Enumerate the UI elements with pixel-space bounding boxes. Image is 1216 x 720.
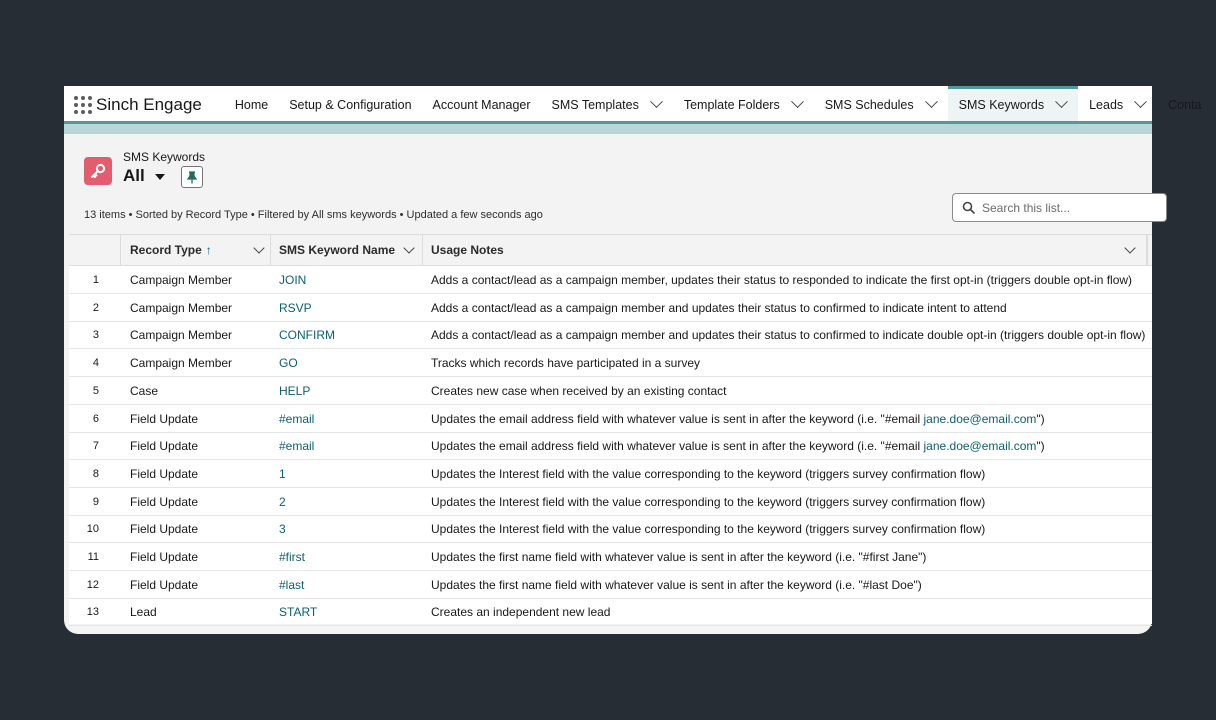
nav-tab-account-manager[interactable] xyxy=(422,86,541,123)
nav-tab-sms-templates[interactable] xyxy=(541,86,673,123)
chevron-down-icon[interactable] xyxy=(650,95,663,108)
nav-tab-label: Setup & Configuration xyxy=(289,97,412,112)
nav-tab-label: SMS Keywords xyxy=(958,97,1045,112)
usage-notes-text: Adds a contact/lead as a campaign member and updates their status to confirmed to indicate double opt-in (triggers double opt-in flow) xyxy=(431,328,1146,343)
pin-icon xyxy=(186,171,198,184)
usage-notes-text: Updates the Interest field with the value corresponding to the keyword (triggers survey confirmation flow) xyxy=(431,522,986,537)
search-icon xyxy=(962,201,975,214)
row-number: 5 xyxy=(92,384,99,397)
record-type-cell: Field Update xyxy=(130,522,199,537)
chevron-down-icon[interactable] xyxy=(253,242,264,253)
nav-tab-sms-schedules[interactable] xyxy=(814,86,948,123)
usage-notes-text: Adds a contact/lead as a campaign member, updates their status to responded to indicate the first opt-in (triggers double opt-in flow) xyxy=(431,273,1133,287)
record-type-cell: Field Update xyxy=(130,466,199,481)
usage-notes-cell xyxy=(431,328,1145,342)
row-number: 12 xyxy=(86,578,99,591)
nav-tab-home[interactable] xyxy=(224,86,278,123)
nav-tab-label: Conta xyxy=(1168,97,1202,112)
usage-notes-cell xyxy=(431,356,700,370)
email-link[interactable]: jane.doe@email.com xyxy=(923,439,1037,454)
usage-notes-text: Updates the email address field with whatever value is sent in after the keyword (i.e. "#email xyxy=(431,411,924,426)
keyword-name-link[interactable]: #last xyxy=(279,577,305,592)
column-header-usage-notes[interactable] xyxy=(423,235,1147,265)
app-launcher-button[interactable] xyxy=(64,86,92,123)
nav-tab-label: SMS Schedules xyxy=(824,97,914,112)
usage-notes-text: Updates the Interest field with the value corresponding to the keyword (triggers survey confirmation flow) xyxy=(431,494,986,509)
record-type-cell: Field Update xyxy=(130,494,199,509)
sort-ascending-icon: ↑ xyxy=(205,243,212,257)
row-number: 6 xyxy=(92,412,99,425)
row-number: 7 xyxy=(92,440,99,453)
chevron-down-icon[interactable] xyxy=(1134,95,1147,108)
keyword-name-link[interactable]: 3 xyxy=(279,522,286,537)
row-number: 8 xyxy=(92,467,99,480)
keyword-name-link[interactable]: HELP xyxy=(279,383,311,398)
usage-notes-tail: ") xyxy=(1036,439,1045,454)
nav-tab-template-folders[interactable] xyxy=(673,86,814,123)
nav-tabs xyxy=(224,86,1212,123)
list-view-name[interactable]: All xyxy=(123,166,145,185)
table-row[interactable] xyxy=(69,266,1152,294)
usage-notes-text: Updates the email address field with whatever value is sent in after the keyword (i.e. "#email xyxy=(431,439,924,454)
usage-notes-text: Adds a contact/lead as a campaign member and updates their status to confirmed to indicate intent to attend xyxy=(431,300,1007,315)
header-edge xyxy=(1147,235,1148,266)
table-row[interactable] xyxy=(69,405,1152,433)
usage-notes-text: Updates the first name field with whatever value is sent in after the keyword (i.e. "#first Jane") xyxy=(431,550,927,564)
object-label: SMS Keywords xyxy=(123,150,206,164)
nav-tab-label: Account Manager xyxy=(432,97,531,112)
keyword-name-link[interactable]: GO xyxy=(279,356,298,371)
keyword-name-link[interactable]: #email xyxy=(279,411,315,426)
usage-notes-cell xyxy=(431,467,985,481)
row-number: 9 xyxy=(92,495,99,508)
record-type-cell: Field Update xyxy=(130,411,199,426)
usage-notes-text: Updates the Interest field with the value corresponding to the keyword (triggers survey confirmation flow) xyxy=(431,466,986,481)
nav-tab-label: Home xyxy=(234,97,269,112)
table-row[interactable] xyxy=(69,488,1152,516)
row-number: 1 xyxy=(92,274,99,286)
usage-notes-text: Updates the first name field with whatever value is sent in after the keyword (i.e. "#last Doe") xyxy=(431,577,922,592)
column-header-keyword-name[interactable] xyxy=(271,235,423,265)
usage-notes-cell xyxy=(431,412,1045,426)
nav-tab-label: Template Folders xyxy=(683,97,780,112)
nav-tab-label: Leads xyxy=(1089,97,1124,112)
search-box[interactable] xyxy=(952,193,1167,222)
keyword-name-link[interactable]: RSVP xyxy=(279,300,312,315)
chevron-down-icon[interactable] xyxy=(403,242,414,253)
record-type-cell: Case xyxy=(130,383,159,398)
record-type-cell: Campaign Member xyxy=(130,300,233,315)
keyword-name-link[interactable]: #email xyxy=(279,439,315,454)
keyword-name-link[interactable]: START xyxy=(279,605,318,620)
nav-tab-label: SMS Templates xyxy=(551,97,639,112)
row-number: 11 xyxy=(87,551,99,563)
row-number-header xyxy=(69,235,121,265)
usage-notes-cell xyxy=(431,605,610,619)
nav-strip xyxy=(64,124,1152,134)
nav-tab-leads[interactable] xyxy=(1078,86,1157,123)
usage-notes-cell xyxy=(431,550,926,564)
record-type-cell: Field Update xyxy=(130,550,199,564)
keyword-name-link[interactable]: #first xyxy=(279,550,306,564)
keyword-name-link[interactable]: JOIN xyxy=(279,273,307,287)
table-row[interactable] xyxy=(69,515,1152,543)
row-number: 4 xyxy=(92,357,99,370)
column-label: Usage Notes xyxy=(431,243,504,257)
usage-notes-tail: ") xyxy=(1036,411,1045,426)
table-row[interactable] xyxy=(69,543,1152,571)
table-row[interactable] xyxy=(69,571,1152,599)
keyword-name-link[interactable]: 2 xyxy=(279,494,286,509)
usage-notes-text: Creates new case when received by an existing contact xyxy=(431,383,727,398)
table-row[interactable] xyxy=(69,598,1152,626)
column-header-record-type[interactable] xyxy=(121,235,271,265)
usage-notes-cell xyxy=(431,522,985,536)
email-link[interactable]: jane.doe@email.com xyxy=(923,411,1037,426)
app-launcher-grid-icon xyxy=(74,96,92,114)
pin-list-view-button[interactable] xyxy=(181,166,203,188)
key-icon xyxy=(89,162,107,180)
usage-notes-text: Creates an independent new lead xyxy=(431,605,611,620)
chevron-down-icon[interactable] xyxy=(1124,242,1135,253)
table-row[interactable] xyxy=(69,460,1152,488)
app-window xyxy=(64,86,1202,634)
global-nav xyxy=(64,86,1202,123)
search-input[interactable] xyxy=(982,201,1142,215)
row-number: 2 xyxy=(92,301,99,314)
app-name: Sinch Engage xyxy=(96,94,202,114)
usage-notes-cell xyxy=(431,301,1007,315)
record-type-cell: Field Update xyxy=(130,439,199,454)
sms-keywords-object-icon xyxy=(84,157,112,185)
table-row[interactable] xyxy=(69,294,1152,322)
keyword-name-link[interactable]: CONFIRM xyxy=(279,328,335,343)
usage-notes-cell xyxy=(431,495,985,509)
list-view-chevron-down-icon[interactable] xyxy=(155,174,165,180)
keyword-name-link[interactable]: 1 xyxy=(279,466,286,481)
record-type-cell: Field Update xyxy=(130,577,199,592)
usage-notes-cell xyxy=(431,578,922,592)
usage-notes-text: Tracks which records have participated in a survey xyxy=(431,356,701,371)
chevron-down-icon[interactable] xyxy=(791,95,804,108)
table-row[interactable] xyxy=(69,349,1152,377)
table-row[interactable] xyxy=(69,321,1152,349)
record-type-cell: Campaign Member xyxy=(130,273,233,287)
record-type-cell: Campaign Member xyxy=(130,356,233,371)
keywords-table xyxy=(69,234,1152,624)
row-number: 3 xyxy=(92,329,99,342)
list-summary: 13 items • Sorted by Record Type • Filtered by All sms keywords • Updated a few seconds ago xyxy=(84,209,543,221)
chevron-down-icon[interactable] xyxy=(1055,95,1068,108)
nav-tab-conta[interactable] xyxy=(1157,86,1211,123)
nav-tab-sms-keywords[interactable] xyxy=(948,86,1078,123)
record-type-cell: Campaign Member xyxy=(130,328,233,343)
column-label: Record Type xyxy=(130,243,202,257)
usage-notes-cell xyxy=(431,384,727,398)
record-type-cell: Lead xyxy=(130,605,157,620)
usage-notes-cell xyxy=(431,439,1045,453)
table-row[interactable] xyxy=(69,377,1152,405)
row-number: 13 xyxy=(86,606,99,619)
table-header xyxy=(69,235,1152,266)
row-number: 10 xyxy=(86,523,99,536)
nav-tab-setup-configuration[interactable] xyxy=(278,86,421,123)
usage-notes-cell xyxy=(431,273,1132,287)
chevron-down-icon[interactable] xyxy=(925,95,938,108)
column-label: SMS Keyword Name xyxy=(279,243,396,257)
table-row[interactable] xyxy=(69,432,1152,460)
